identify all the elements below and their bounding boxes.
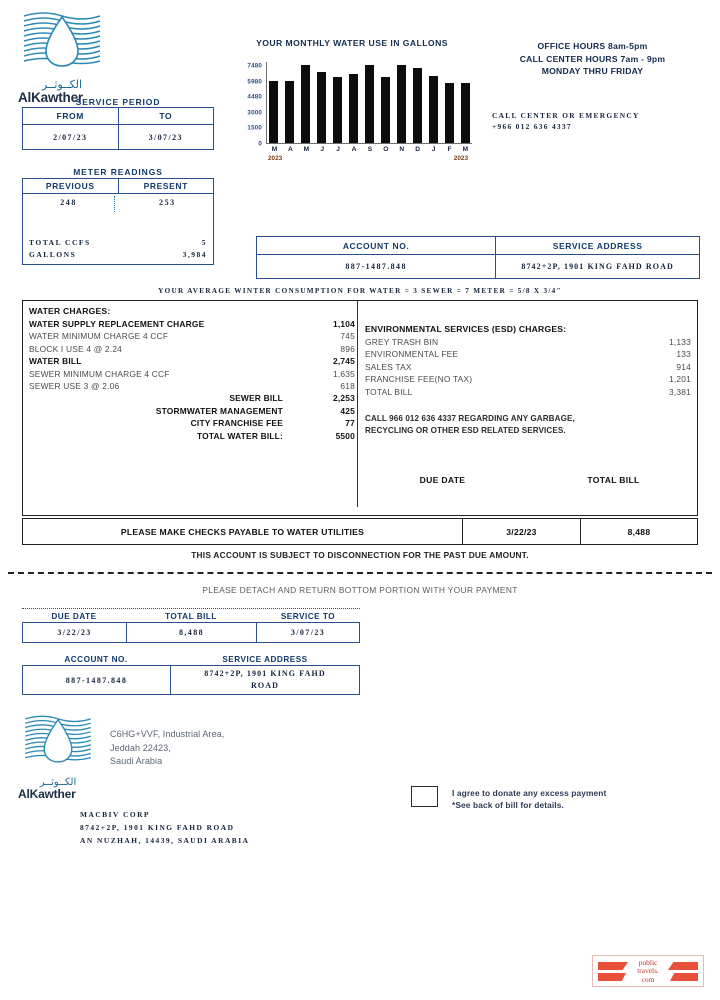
monthly-water-use-chart [232, 38, 472, 162]
chart-x-tick: J [320, 146, 325, 153]
chart-y-tick: 1500 [247, 124, 262, 132]
stub-service-to-value: 3/07/23 [257, 623, 360, 643]
charge-label: TOTAL WATER BILL: [196, 430, 283, 441]
chart-x-tick: O [383, 146, 389, 153]
company-address [110, 728, 360, 769]
chart-x-tick: F [447, 146, 452, 153]
charge-amount: 914 [676, 361, 691, 372]
charge-label: GREY TRASH BIN [365, 337, 439, 347]
office-hours-line-2: CALL CENTER HOURS 7am - 9pm [519, 53, 666, 64]
stub-total-bill-value: 8,488 [127, 623, 257, 643]
service-period-to-header: TO [118, 108, 214, 125]
brand-arabic-text: الكــوثــر [41, 78, 83, 91]
detach-dashed-line [8, 572, 712, 574]
chart-x-tick: J [336, 146, 340, 153]
service-period-title: SERVICE PERIOD [75, 97, 161, 107]
chart-x-tick: A [351, 146, 357, 153]
stub-due-date-value: 3/22/23 [23, 623, 127, 643]
service-address-header: SERVICE ADDRESS [496, 237, 700, 255]
table-row [365, 336, 691, 348]
stub-account-table [22, 665, 360, 695]
chart-y-tick: 5980 [247, 78, 262, 86]
chart-x-tick: N [399, 146, 405, 153]
charge-label: WATER BILL [29, 356, 82, 367]
meter-divider [114, 196, 115, 212]
stub-dotted-line [22, 608, 360, 609]
chart-bar [461, 83, 470, 144]
service-address-value: 8742+2P, 1901 KING FAHD ROAD [496, 255, 700, 279]
charge-label: SALES TAX [365, 361, 412, 372]
meter-previous-value: 248 [60, 198, 77, 207]
esd-charge-rows [365, 336, 691, 398]
charge-label: FRANCHISE FEE(NO TAX) [365, 374, 473, 385]
watermark-logo [592, 955, 704, 987]
chart-bar [349, 74, 358, 143]
table-row [29, 343, 355, 355]
charge-label: CITY FRANCHISE FEE [190, 418, 283, 429]
account-no-header: ACCOUNT NO. [257, 237, 496, 255]
company-address-line-2: Jeddah 22423, [110, 742, 171, 753]
chart-x-tick: M [303, 146, 310, 153]
payable-row [22, 518, 698, 545]
charge-label: SEWER USE 3 @ 2.06 [29, 381, 120, 392]
charge-amount: 2,253 [333, 393, 355, 404]
payable-due-date: 3/22/23 [463, 519, 581, 544]
charge-label: WATER MINIMUM CHARGE 4 CCF [29, 331, 169, 342]
meter-readings-table [22, 178, 214, 265]
stub-account-no-value: 887-1487.848 [23, 666, 171, 695]
water-charges-section [29, 305, 355, 442]
office-hours-block [480, 40, 705, 78]
chart-bar [397, 65, 406, 143]
company-address-line-1: C6HG+VVF, Industrial Area, [110, 729, 225, 739]
water-drop-icon [18, 8, 106, 80]
charge-amount: 618 [340, 381, 355, 392]
stub-service-address-value [171, 666, 360, 695]
customer-address-line-2: 8742+2P, 1901 KING FAHD ROAD [80, 823, 235, 832]
table-row [29, 330, 355, 342]
chart-bar [301, 65, 310, 143]
account-no-value: 887-1487.848 [257, 255, 496, 279]
detach-note: PLEASE DETACH AND RETURN BOTTOM PORTION WITH YOUR PAYMENT [202, 585, 518, 595]
footer-brand-name: AlKawther [18, 787, 76, 801]
charge-amount: 77 [345, 418, 355, 429]
service-period-from-header: FROM [23, 108, 119, 125]
meter-previous-header: PREVIOUS [23, 179, 119, 194]
emergency-label: CALL CENTER OR EMERGENCY [492, 111, 640, 120]
avg-consumption-note: YOUR AVERAGE WINTER CONSUMPTION FOR WATER = 3 SEWER = 7 METER = 5/8 X 3/4" [158, 287, 562, 295]
donate-checkbox[interactable] [411, 786, 438, 807]
stub-service-to-header: SERVICE TO [280, 612, 336, 621]
charge-label: SEWER BILL [229, 393, 283, 404]
table-row [365, 348, 691, 360]
table-row [365, 373, 691, 385]
service-period-to-value: 3/07/23 [118, 125, 214, 150]
charge-amount: 3,381 [669, 386, 691, 397]
stub-service-address-line-1: 8742+2P, 1901 KING FAHD [204, 669, 326, 678]
payable-total-bill: 8,488 [627, 526, 651, 537]
esd-note [365, 413, 685, 436]
table-row [29, 355, 355, 367]
watermark-line-3: com [641, 974, 655, 984]
chart-x-tick: D [415, 146, 421, 153]
customer-address-line-1: MACBIV CORP [80, 810, 150, 819]
brand-name: AlKawther [18, 90, 83, 105]
esd-charges-heading: ENVIRONMENTAL SERVICES (ESD) CHARGES: [365, 324, 567, 334]
chart-y-tick: 7480 [247, 62, 262, 70]
chart-y-axis [232, 62, 262, 148]
chart-bars [269, 62, 470, 143]
customer-address-line-3: AN NUZHAH, 14439, SAUDI ARABIA [80, 836, 250, 845]
charge-label: BLOCK I USE 4 @ 2.24 [29, 343, 123, 354]
esd-note-line-2: RECYCLING OR OTHER ESD RELATED SERVICES. [365, 425, 566, 435]
emergency-phone: +966 012 636 4337 [492, 122, 572, 131]
chart-x-tick: J [431, 146, 436, 153]
chart-bar [365, 65, 374, 143]
chart-bar [381, 77, 390, 143]
chart-bar [413, 68, 422, 143]
water-drop-icon [18, 712, 98, 774]
chart-x-tick: M [462, 146, 469, 153]
charge-amount: 745 [340, 331, 355, 342]
charge-label: ENVIRONMENTAL FEE [365, 349, 459, 360]
chart-bar [269, 81, 278, 143]
water-charge-rows [29, 318, 355, 442]
total-bill-header: TOTAL BILL [587, 475, 640, 485]
stub-total-bill-header: TOTAL BILL [165, 612, 217, 621]
esd-charges-section [365, 323, 691, 398]
charge-amount: 1,635 [333, 368, 355, 379]
footer-brand-logo [18, 712, 98, 801]
water-charges-heading: WATER CHARGES: [29, 306, 111, 316]
chart-x-tick: M [271, 146, 278, 153]
total-ccfs-value: 5 [201, 238, 207, 247]
gallons-label: GALLONS [29, 250, 77, 259]
table-row [365, 386, 691, 398]
charge-label: TOTAL BILL [365, 386, 413, 397]
charge-amount: 896 [340, 343, 355, 354]
charge-amount: 2,745 [333, 356, 355, 367]
customer-address [80, 808, 380, 847]
service-period-from-value: 2/07/23 [23, 125, 119, 150]
stub-due-date-header: DUE DATE [51, 612, 97, 621]
charge-label: WATER SUPPLY REPLACEMENT CHARGE [29, 319, 205, 329]
watermark-line-1: public [638, 958, 658, 967]
donate-text [452, 788, 682, 811]
table-row [29, 318, 355, 330]
chart-y-tick: 4480 [247, 93, 262, 101]
gallons-value: 3,984 [182, 250, 207, 259]
table-row [365, 361, 691, 373]
watermark-line-2: travels. [637, 966, 659, 976]
emergency-contact-block [492, 110, 702, 132]
stub-service-address-header: SERVICE ADDRESS [222, 655, 308, 664]
stub-headers [22, 612, 360, 621]
chart-x-tick: A [288, 146, 293, 153]
brand-logo [18, 8, 106, 105]
chart-y-tick: 0 [258, 140, 262, 148]
chart-bar [317, 72, 326, 143]
office-hours-line-3: MONDAY THRU FRIDAY [541, 66, 644, 76]
charges-box [22, 300, 698, 516]
chart-title: YOUR MONTHLY WATER USE IN GALLONS [256, 38, 448, 48]
charge-amount: 133 [676, 349, 691, 360]
chart-year-start: 2023 [268, 155, 283, 162]
table-row [29, 368, 355, 380]
table-row [29, 380, 355, 392]
chart-y-tick: 3000 [247, 109, 262, 117]
office-hours-line-1: OFFICE HOURS 8am-5pm [537, 41, 648, 51]
chart-bar [333, 77, 342, 143]
donate-line-2: *See back of bill for details. [452, 799, 564, 810]
chart-bar [445, 83, 454, 144]
table-row [29, 417, 355, 429]
charge-amount: 5500 [335, 430, 355, 441]
charge-amount: 1,104 [333, 319, 355, 329]
charge-label: SEWER MINIMUM CHARGE 4 CCF [29, 368, 170, 379]
due-date-header: DUE DATE [419, 475, 466, 485]
stub-summary-table [22, 622, 360, 643]
charge-amount: 425 [340, 405, 355, 416]
meter-present-header: PRESENT [118, 179, 214, 194]
charge-amount: 1,133 [669, 337, 691, 347]
chart-bar [429, 76, 438, 143]
stub-account-no-header: ACCOUNT NO. [64, 655, 128, 664]
chart-year-end: 2023 [453, 155, 468, 162]
stub-headers-2 [22, 655, 360, 664]
payable-text: PLEASE MAKE CHECKS PAYABLE TO WATER UTILITIES [23, 519, 463, 544]
due-summary-headers [357, 475, 699, 485]
esd-note-line-1: CALL 966 012 636 4337 REGARDING ANY GARBAGE, [365, 414, 575, 423]
meter-readings-title: METER READINGS [73, 167, 163, 177]
donate-line-1: I agree to donate any excess payment [452, 788, 607, 798]
charge-amount: 1,201 [669, 374, 691, 385]
charge-label: STORMWATER MANAGEMENT [155, 405, 283, 416]
chart-x-axis [268, 146, 472, 153]
company-address-line-3: Saudi Arabia [110, 756, 163, 766]
total-ccfs-label: TOTAL CCFS [29, 238, 91, 247]
chart-bar [285, 81, 294, 143]
table-row [29, 405, 355, 417]
watermark-text [593, 959, 703, 984]
service-period-table [22, 107, 214, 150]
table-row [29, 430, 355, 442]
chart-x-tick: S [367, 146, 373, 153]
footer-brand-arabic-text: الكــوثــر [39, 777, 77, 788]
table-row [29, 392, 355, 404]
chart-plot [266, 62, 472, 144]
disconnect-note: THIS ACCOUNT IS SUBJECT TO DISCONNECTION FOR THE PAST DUE AMOUNT. [191, 550, 529, 560]
meter-present-value: 253 [158, 198, 176, 207]
account-info-table [256, 236, 700, 279]
stub-service-address-line-2: ROAD [251, 681, 279, 690]
chart-plot-area [232, 62, 472, 162]
